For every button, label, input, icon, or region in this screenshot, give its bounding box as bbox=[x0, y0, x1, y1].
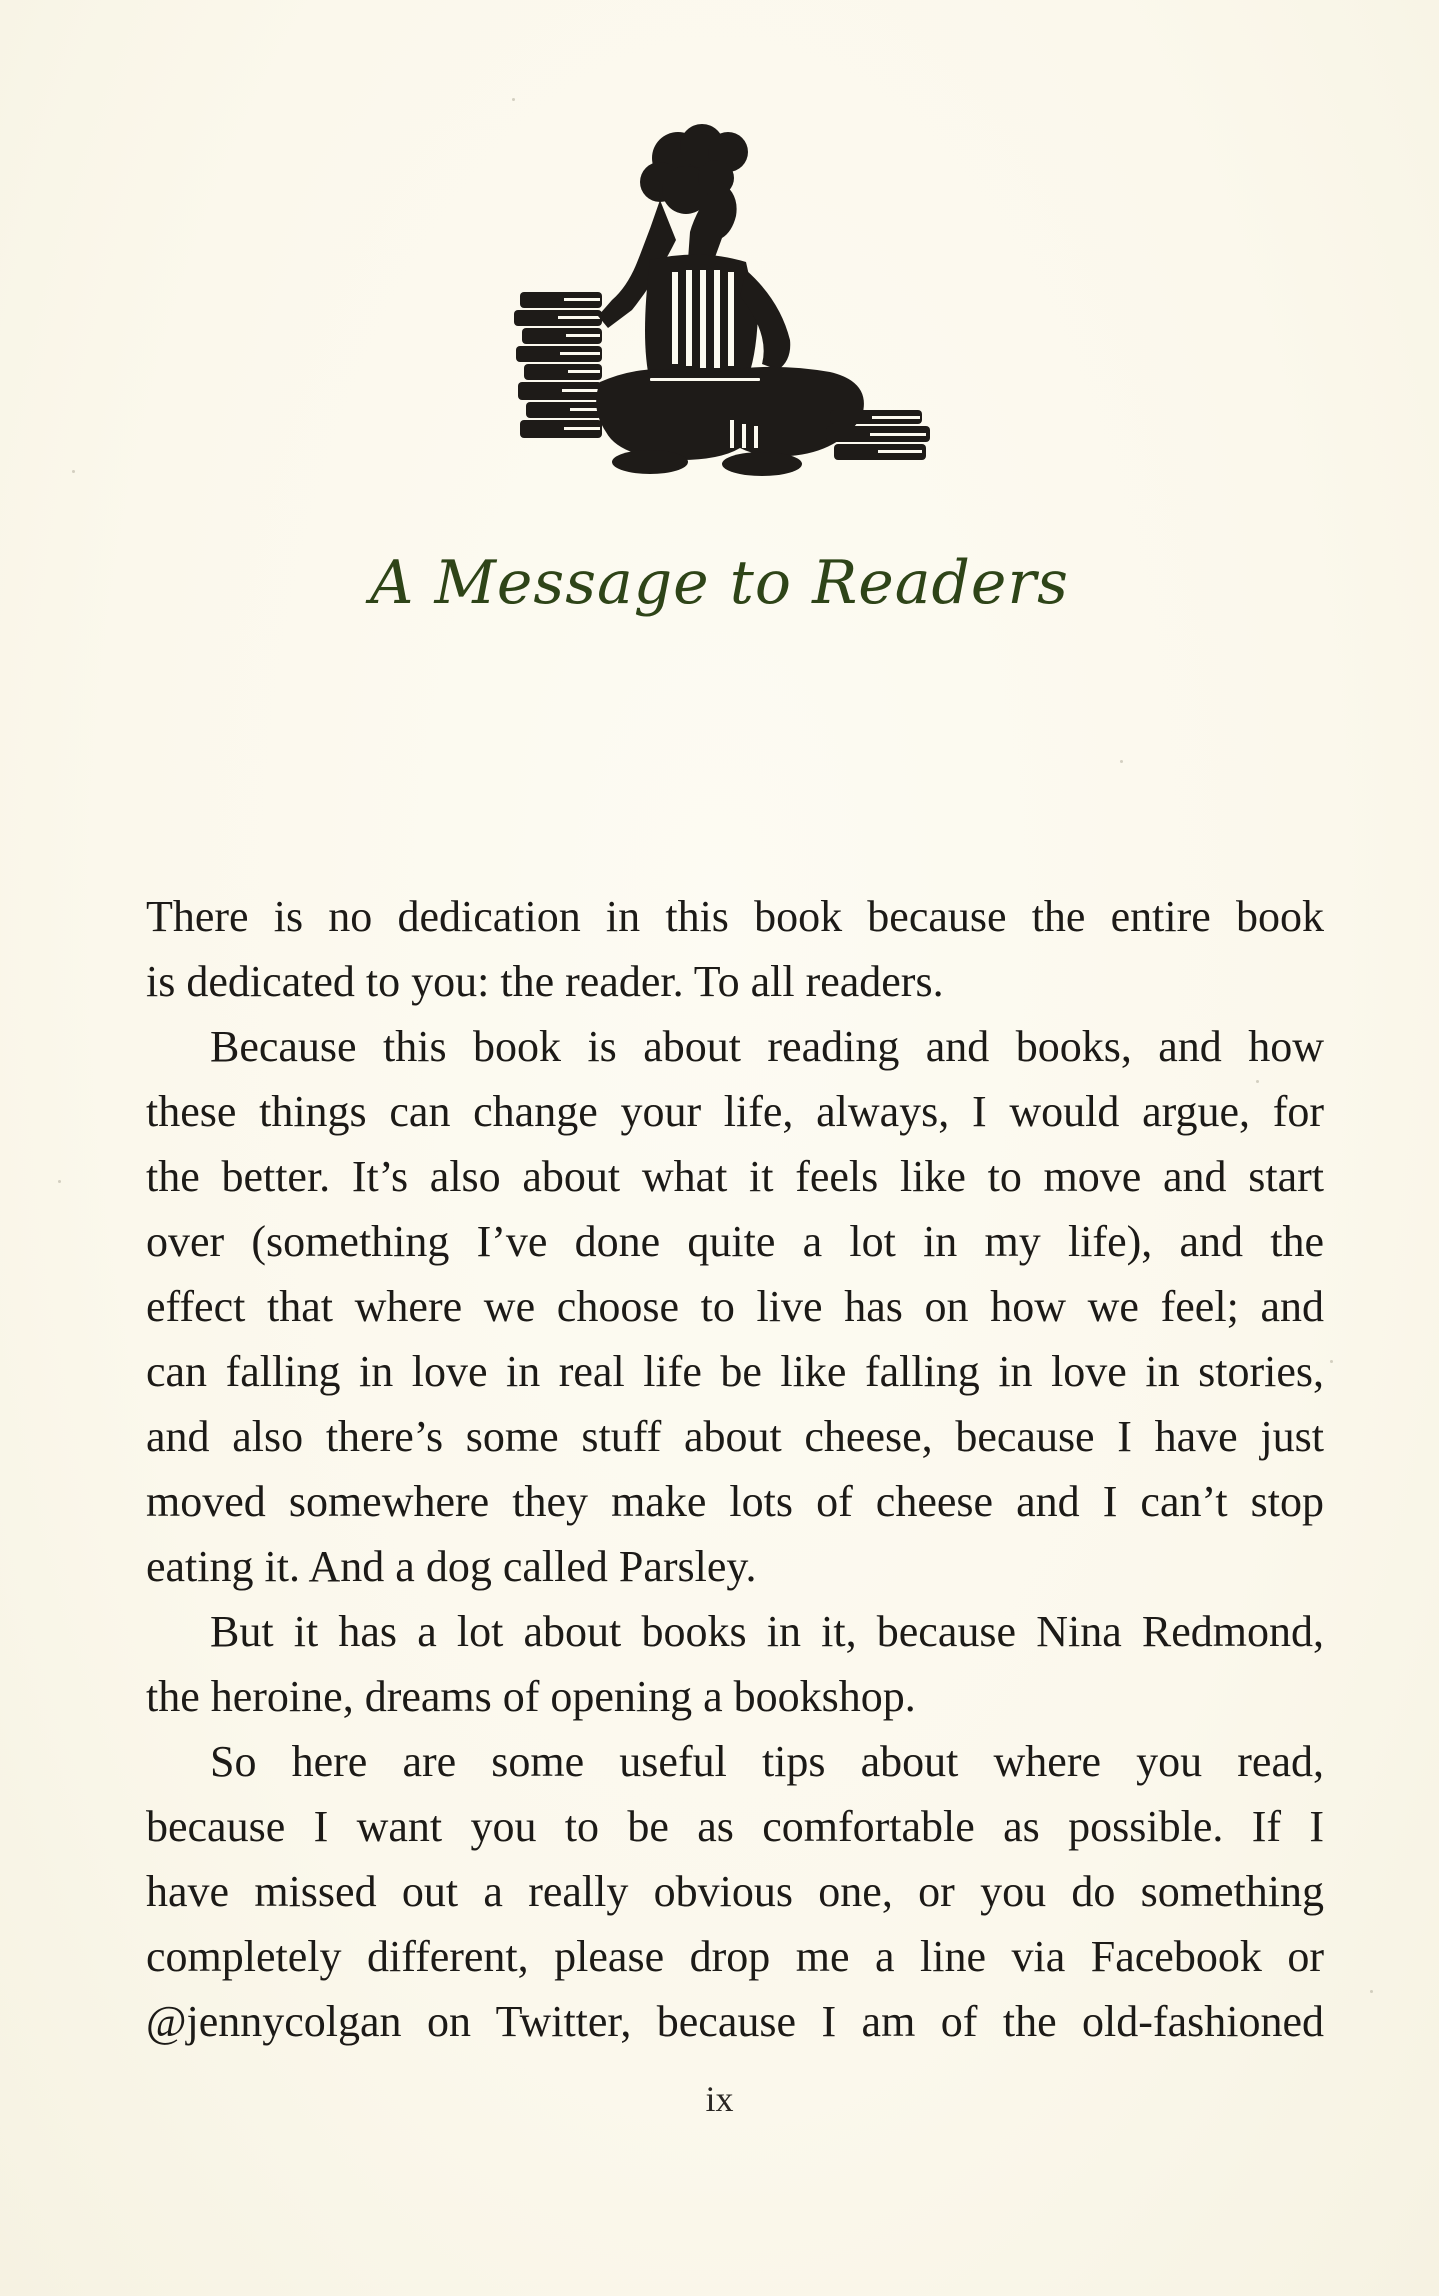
page-title: A Message to Readers bbox=[370, 548, 1069, 618]
book-stack-right-icon bbox=[826, 410, 930, 460]
text-line: completely different, please drop me a line via Facebook or bbox=[146, 1932, 1324, 1981]
paragraph-1 bbox=[146, 884, 1324, 1014]
paper-speck bbox=[1370, 1990, 1373, 1993]
reading-woman-illustration bbox=[500, 120, 980, 490]
paragraph-3 bbox=[146, 1599, 1324, 1729]
body-text bbox=[146, 884, 1324, 2054]
text-line: over (something I’ve done quite a lot in my life), and the bbox=[146, 1217, 1324, 1266]
text-line: and also there’s some stuff about cheese, because I have just bbox=[146, 1412, 1324, 1461]
paper-speck bbox=[512, 98, 515, 101]
text-line: is dedicated to you: the reader. To all readers. bbox=[146, 957, 944, 1006]
page-number: ix bbox=[705, 2079, 734, 2119]
text-line: moved somewhere they make lots of cheese and I can’t stop bbox=[146, 1477, 1324, 1526]
text-line: have missed out a really obvious one, or you do something bbox=[146, 1867, 1324, 1916]
paper-speck bbox=[1330, 1360, 1333, 1363]
text-line: @jennycolgan on Twitter, because I am of the old-fashioned bbox=[146, 1997, 1324, 2046]
text-line: But it has a lot about books in it, because Nina Redmond, bbox=[210, 1607, 1324, 1656]
text-line: eating it. And a dog called Parsley. bbox=[146, 1542, 757, 1591]
text-line: the heroine, dreams of opening a bookshop. bbox=[146, 1672, 916, 1721]
text-line: because I want you to be as comfortable as possible. If I bbox=[146, 1802, 1324, 1851]
paragraph-2 bbox=[146, 1014, 1324, 1599]
text-line: the better. It’s also about what it feels like to move and start bbox=[146, 1152, 1324, 1201]
text-line: So here are some useful tips about where you read, bbox=[210, 1737, 1324, 1786]
text-line: effect that where we choose to live has on how we feel; and bbox=[146, 1282, 1324, 1331]
text-line: There is no dedication in this book because the entire book bbox=[146, 892, 1324, 941]
paper-speck bbox=[72, 470, 75, 473]
book-stack-left-icon bbox=[514, 292, 602, 438]
text-line: these things can change your life, always, I would argue, for bbox=[146, 1087, 1324, 1136]
paper-speck bbox=[1120, 760, 1123, 763]
text-line: can falling in love in real life be like falling in love in stories, bbox=[146, 1347, 1324, 1396]
paper-speck bbox=[58, 1180, 61, 1183]
text-line: Because this book is about reading and books, and how bbox=[210, 1022, 1324, 1071]
paragraph-4 bbox=[146, 1729, 1324, 2054]
